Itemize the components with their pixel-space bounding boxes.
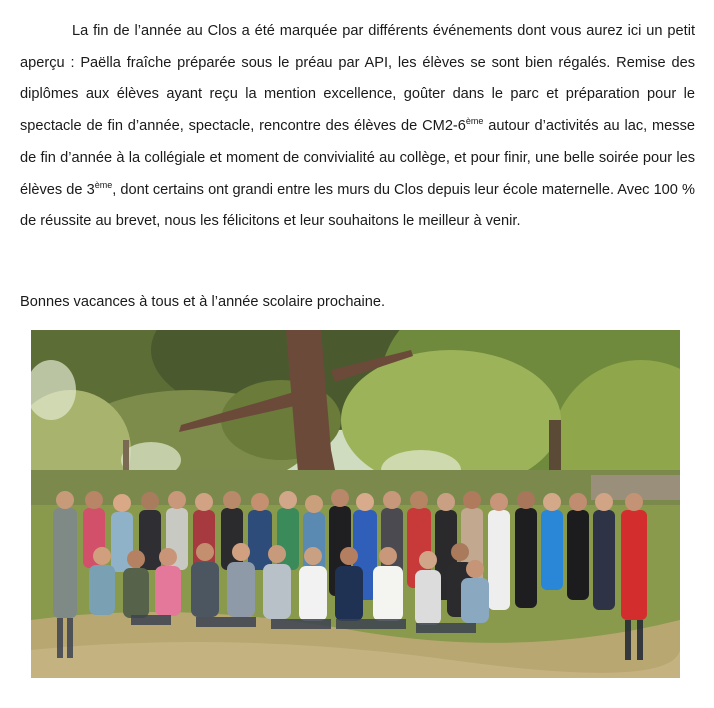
paragraph-text-a: La fin de l’année au Clos a été marquée par différents événements dont vous aurez ici un petit aperçu : Paëlla fraîche préparée sous le préau par API, les élèves se sont bien régalés. Remise des diplômes aux élèves ayant reçu la mention excellence, goûter dans le parc et préparation pour le spectacle de fin d’année, spectacle, rencontre des élèves de CM2-6 bbox=[20, 23, 695, 135]
closing-line: Bonnes vacances à tous et à l’année scolaire prochaine. bbox=[20, 294, 386, 310]
body-paragraph bbox=[20, 16, 695, 238]
paragraph-text-b: autour d’activités au lac, messe de fin d’année à la collégiale et moment de convivialité au collège, et pour finir, une belle soirée pour les élèves de 3 bbox=[20, 118, 695, 198]
superscript-ordinal: ème bbox=[465, 116, 484, 127]
group-photo bbox=[31, 330, 680, 678]
superscript-ordinal: ème bbox=[94, 179, 113, 190]
paragraph-text-c: , dont certains ont grandi entre les murs du Clos depuis leur école maternelle. Avec 100 % de réussite au brevet, nous les félicitons et leur souhaitons le meilleur à venir. bbox=[20, 181, 695, 230]
group-photo-illustration bbox=[31, 330, 680, 678]
